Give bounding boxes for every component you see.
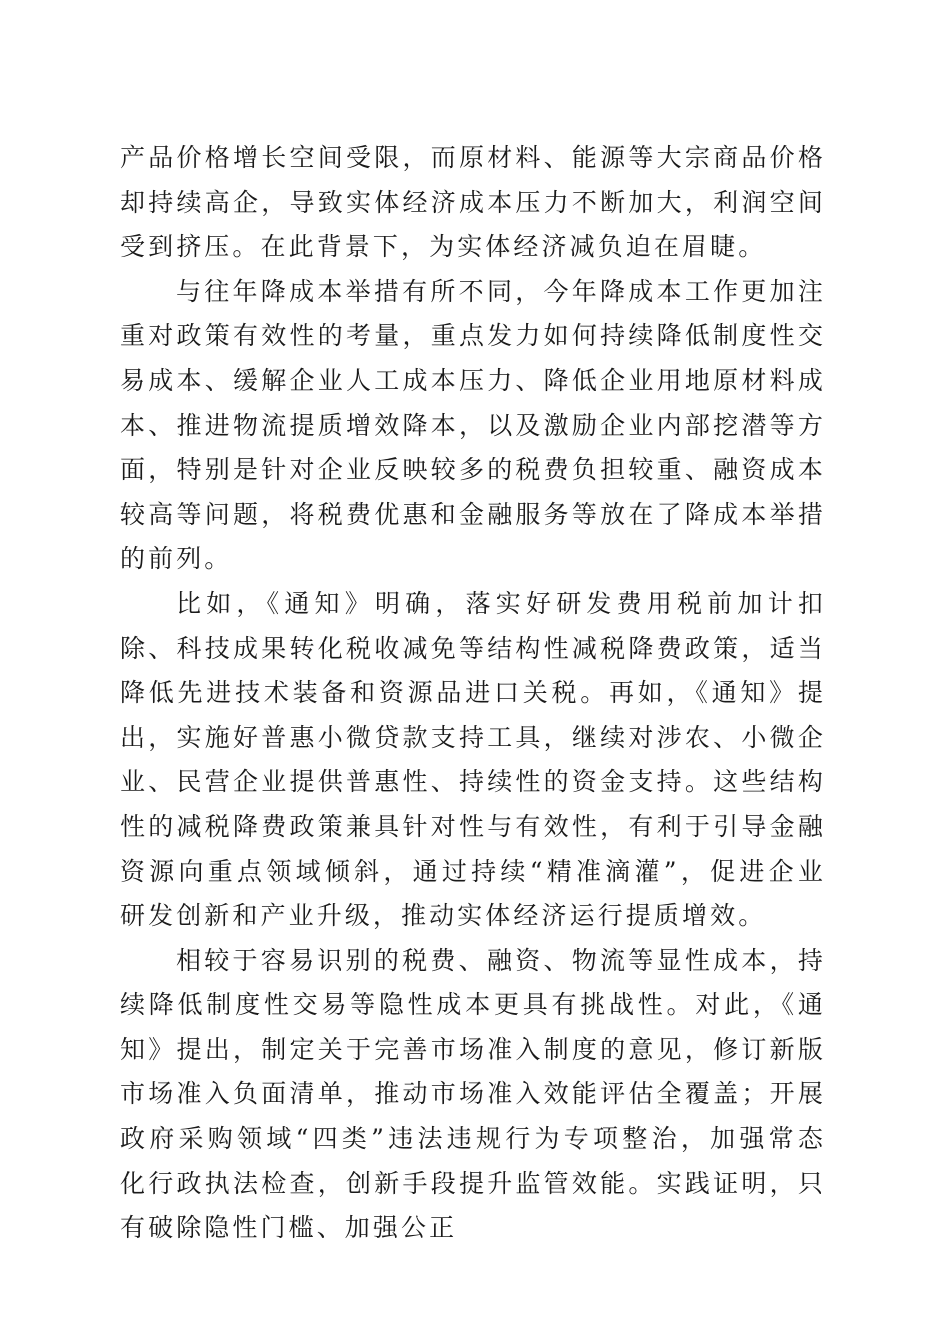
paragraph-cost-reduction-focus: 与往年降成本举措有所不同，今年降成本工作更加注重对政策有效性的考量，重点发力如何持续降低制度性交易成本、缓解企业人工成本压力、降低企业用地原材料成本、推进物流提质增效降本，以及激励企业内部挖潜等方面，特别是针对企业反映较多的税费负担较重、融资成本较高等问题，将税费优惠和金融服务等放在了降成本举措的前列。 <box>120 276 826 574</box>
paragraph-continued: 产品价格增长空间受限，而原材料、能源等大宗商品价格却持续高企，导致实体经济成本压力不断加大，利润空间受到挤压。在此背景下，为实体经济减负迫在眉睫。 <box>120 143 826 262</box>
document-body <box>120 136 826 1251</box>
paragraph-tax-finance-examples: 比如，《通知》明确，落实好研发费用税前加计扣除、科技成果转化税收减免等结构性减税降费政策，适当降低先进技术装备和资源品进口关税。再如，《通知》提出，实施好普惠小微贷款支持工具，继续对涉农、小微企业、民营企业提供普惠性、持续性的资金支持。这些结构性的减税降费政策兼具针对性与有效性，有利于引导金融资源向重点领域倾斜，通过持续“精准滴灌”，促进企业研发创新和产业升级，推动实体经济运行提质增效。 <box>120 588 826 931</box>
paragraph-institutional-costs: 相较于容易识别的税费、融资、物流等显性成本，持续降低制度性交易等隐性成本更具有挑战性。对此，《通知》提出，制定关于完善市场准入制度的意见，修订新版市场准入负面清单，推动市场准入效能评估全覆盖；开展政府采购领域“四类”违法违规行为专项整治，加强常态化行政执法检查，创新手段提升监管效能。实践证明，只有破除隐性门槛、加强公正 <box>120 945 826 1243</box>
